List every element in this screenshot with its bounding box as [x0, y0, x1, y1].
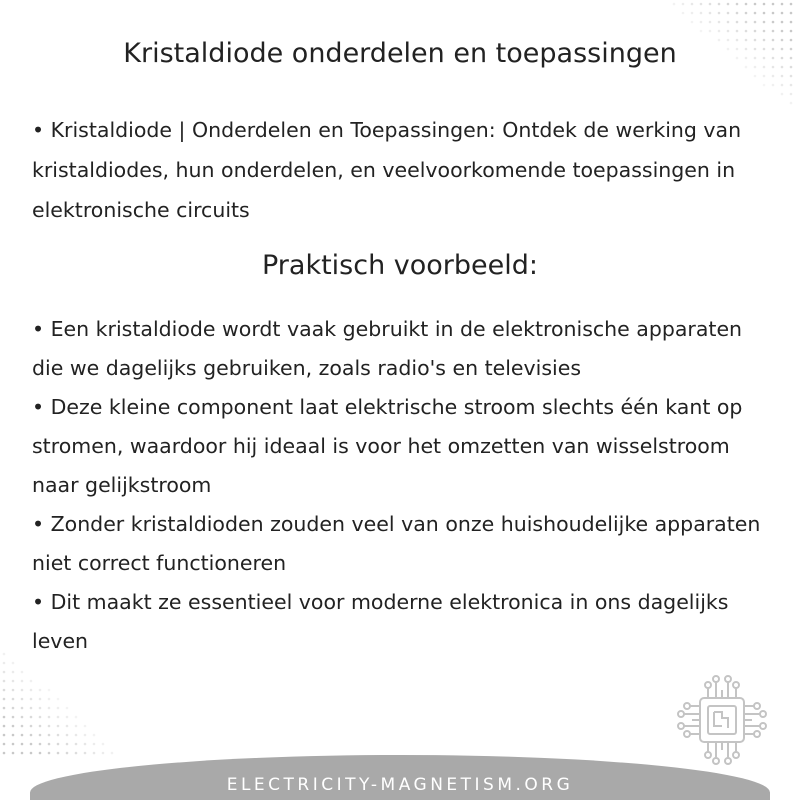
decor-dot: [790, 3, 793, 6]
decor-dot: [57, 716, 60, 719]
decor-dot: [781, 21, 784, 24]
decor-dot: [718, 3, 721, 6]
decor-dot: [75, 743, 78, 746]
decor-dot: [682, 12, 685, 15]
decor-dot: [691, 21, 694, 24]
decor-dot: [727, 21, 730, 24]
decor-dot: [39, 689, 42, 692]
decor-dot: [48, 689, 51, 692]
decor-dot: [21, 698, 24, 701]
decor-dot: [790, 102, 793, 105]
decor-dot: [12, 734, 15, 737]
circuit-chip-icon: [672, 672, 772, 768]
decor-dot: [781, 3, 784, 6]
decor-dot: [772, 84, 775, 87]
decor-dot: [3, 707, 6, 710]
decor-dot: [745, 12, 748, 15]
decor-dot: [718, 21, 721, 24]
decor-dot: [709, 30, 712, 33]
decor-dot: [30, 752, 33, 755]
decor-dot: [21, 743, 24, 746]
decor-dot: [93, 752, 96, 755]
decor-dot: [754, 12, 757, 15]
decor-dot: [111, 752, 114, 755]
decor-dot: [763, 12, 766, 15]
decor-dot: [781, 30, 784, 33]
decor-dot: [3, 671, 6, 674]
list-item: • Deze kleine component laat elektrische stroom slechts één kant op stromen, waardoor hij ideaal is voor het omzetten van wisselstroom naar gelijkstroom: [32, 395, 743, 497]
decor-dot: [772, 3, 775, 6]
decor-dot: [75, 725, 78, 728]
decor-dot: [700, 30, 703, 33]
decor-dot: [673, 3, 676, 6]
decor-dot: [30, 698, 33, 701]
decor-dot: [93, 734, 96, 737]
decor-dot: [75, 716, 78, 719]
decor-dot: [57, 698, 60, 701]
decor-dot: [691, 12, 694, 15]
decor-dot: [30, 680, 33, 683]
decor-dot: [21, 707, 24, 710]
decor-dot: [754, 3, 757, 6]
decor-dot: [754, 30, 757, 33]
footer-site-name: ELECTRICITY-MAGNETISM.ORG: [226, 775, 574, 795]
decor-dot: [21, 680, 24, 683]
decor-dot: [12, 743, 15, 746]
decor-dot: [21, 752, 24, 755]
decor-dot: [12, 716, 15, 719]
decor-dot: [709, 21, 712, 24]
decor-dot: [727, 30, 730, 33]
decor-dot: [700, 12, 703, 15]
decor-dot: [700, 21, 703, 24]
decor-dot: [48, 698, 51, 701]
decor-dot: [30, 743, 33, 746]
decor-dot: [48, 734, 51, 737]
decor-dot: [763, 30, 766, 33]
decor-dot: [3, 680, 6, 683]
decor-dot: [772, 12, 775, 15]
decor-dot: [57, 707, 60, 710]
decor-dot: [102, 743, 105, 746]
decor-dot: [93, 743, 96, 746]
decor-dot: [75, 734, 78, 737]
decor-dot: [30, 734, 33, 737]
decor-dot: [30, 707, 33, 710]
decor-dot: [66, 734, 69, 737]
decor-dot: [12, 698, 15, 701]
decor-dot: [48, 707, 51, 710]
decor-dot: [3, 653, 6, 656]
decor-dot: [790, 84, 793, 87]
decor-dot: [30, 716, 33, 719]
decor-dot: [736, 21, 739, 24]
decor-dot: [39, 743, 42, 746]
decor-dot: [745, 3, 748, 6]
intro-paragraph: • Kristaldiode | Onderdelen en Toepassingen: Ontdek de werking van kristaldiodes, hun onderdelen, en veelvoorkomende toepassingen in elektronische circuits: [32, 118, 742, 222]
decor-dot: [790, 75, 793, 78]
example-list: [32, 310, 774, 661]
decor-dot: [12, 671, 15, 674]
decor-dot: [12, 662, 15, 665]
decor-dot: [57, 752, 60, 755]
decor-dot: [691, 3, 694, 6]
decor-dot: [781, 12, 784, 15]
decor-dot: [48, 743, 51, 746]
decor-dot: [57, 743, 60, 746]
decor-dot: [736, 3, 739, 6]
decor-dot: [3, 689, 6, 692]
decor-dot: [84, 734, 87, 737]
decor-dot: [21, 689, 24, 692]
decor-dot: [790, 12, 793, 15]
decor-dot: [48, 752, 51, 755]
decor-dot: [21, 725, 24, 728]
decor-dot: [763, 3, 766, 6]
decor-dot: [727, 12, 730, 15]
decor-dot: [48, 725, 51, 728]
decor-dot: [30, 725, 33, 728]
decor-dot: [102, 752, 105, 755]
decor-dot: [39, 707, 42, 710]
decor-dot: [745, 21, 748, 24]
decor-dot: [48, 716, 51, 719]
decor-dot: [57, 734, 60, 737]
decor-dot: [682, 3, 685, 6]
decor-dot: [727, 3, 730, 6]
decor-dot: [84, 743, 87, 746]
list-item: • Zonder kristaldioden zouden veel van onze huishoudelijke apparaten niet correct functioneren: [32, 512, 761, 575]
decor-dot: [21, 716, 24, 719]
decor-dot: [718, 12, 721, 15]
decor-dot: [3, 752, 6, 755]
decor-dot: [790, 30, 793, 33]
decor-dot: [781, 93, 784, 96]
decor-dot: [781, 84, 784, 87]
decor-dot: [781, 75, 784, 78]
decor-dot: [772, 21, 775, 24]
decor-dot: [772, 30, 775, 33]
decor-dot: [66, 716, 69, 719]
decor-dot: [66, 707, 69, 710]
page-title: Kristaldiode onderdelen en toepassingen: [123, 38, 677, 69]
decor-dot: [736, 30, 739, 33]
decor-dot: [39, 716, 42, 719]
decor-dot: [39, 698, 42, 701]
decor-dot: [3, 716, 6, 719]
decor-dot: [772, 75, 775, 78]
decor-dot: [12, 725, 15, 728]
decor-dot: [790, 93, 793, 96]
decor-dot: [3, 698, 6, 701]
decor-dot: [57, 725, 60, 728]
decor-dot: [3, 725, 6, 728]
decor-dot: [39, 725, 42, 728]
decor-dot: [30, 689, 33, 692]
list-item: • Een kristaldiode wordt vaak gebruikt in de elektronische apparaten die we dagelijks gebruiken, zoals radio's en televisies: [32, 317, 743, 380]
dot-pattern-bottom-left: [0, 650, 120, 760]
decor-dot: [718, 30, 721, 33]
decor-dot: [790, 21, 793, 24]
decor-dot: [66, 743, 69, 746]
decor-dot: [3, 743, 6, 746]
decor-dot: [12, 689, 15, 692]
decor-dot: [84, 752, 87, 755]
decor-dot: [21, 734, 24, 737]
decor-dot: [745, 30, 748, 33]
decor-dot: [736, 12, 739, 15]
decor-dot: [39, 734, 42, 737]
decor-dot: [763, 75, 766, 78]
section-heading: Praktisch voorbeeld:: [262, 250, 538, 281]
decor-dot: [3, 734, 6, 737]
decor-dot: [39, 752, 42, 755]
decor-dot: [763, 21, 766, 24]
decor-dot: [700, 3, 703, 6]
decor-dot: [763, 84, 766, 87]
decor-dot: [12, 752, 15, 755]
decor-dot: [84, 725, 87, 728]
decor-dot: [754, 75, 757, 78]
decor-dot: [66, 752, 69, 755]
list-item: • Dit maakt ze essentieel voor moderne elektronica in ons dagelijks leven: [32, 590, 729, 653]
decor-dot: [754, 21, 757, 24]
decor-dot: [12, 680, 15, 683]
decor-dot: [66, 725, 69, 728]
decor-dot: [21, 671, 24, 674]
decor-dot: [709, 12, 712, 15]
decor-dot: [12, 707, 15, 710]
decor-dot: [709, 3, 712, 6]
decor-dot: [3, 662, 6, 665]
decor-dot: [75, 752, 78, 755]
